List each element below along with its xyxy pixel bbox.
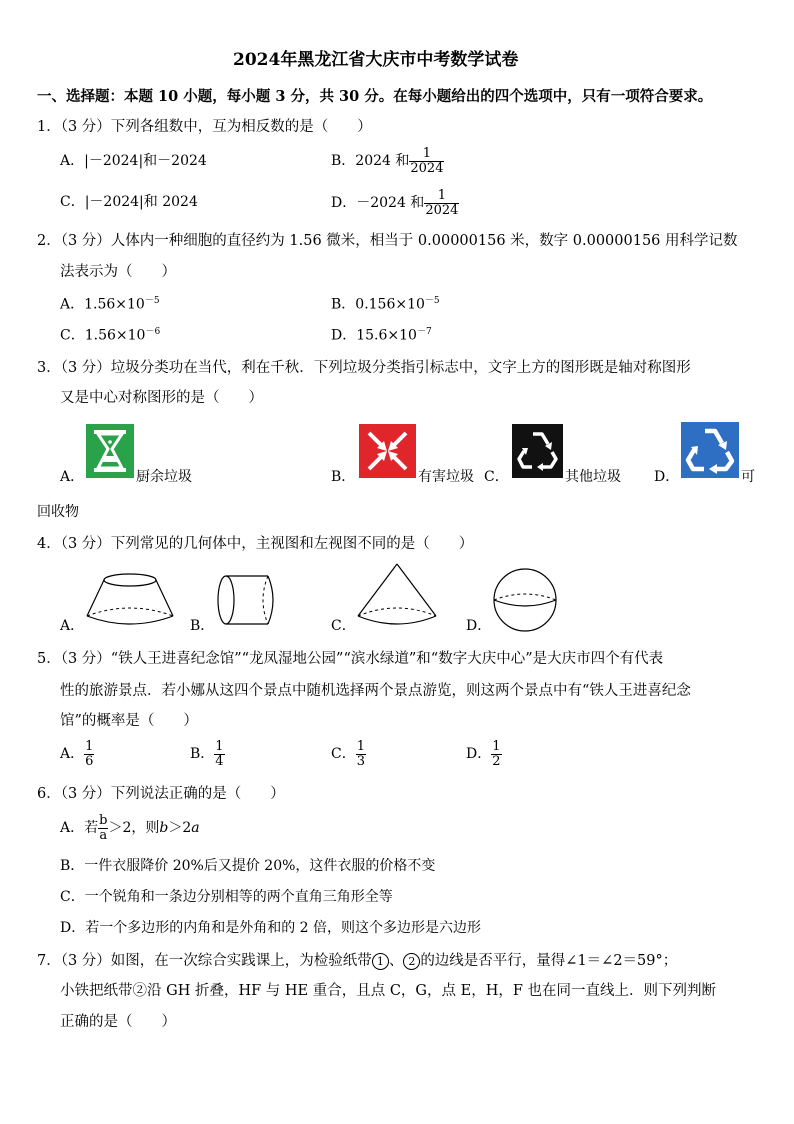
q6-option-c: C．一个锐角和一条边分别相等的两个直角三角形全等 [60, 889, 393, 905]
q5-a-letter: A． [60, 746, 85, 763]
q3-option-d-letter: D． [654, 469, 680, 485]
fraction-numerator: 1 [356, 739, 365, 754]
q2-option-c [60, 328, 160, 343]
q2-a-base: A．1.56×10 [60, 296, 145, 313]
fraction-numerator: b [99, 813, 108, 828]
question-2-stem-line1: 2．（3 分）人体内一种细胞的直径约为 1.56 微米，相当于 0.00000156 米，数字 0.00000156 用科学记数 [37, 233, 738, 249]
fraction-denominator: 6 [85, 753, 94, 769]
recyclable-waste-icon [681, 422, 739, 478]
frustum-solid [80, 570, 180, 630]
circled-number-1: 1 [372, 953, 389, 970]
q7-text-a: 7．（3 分）如图，在一次综合实践课上，为检验纸带 [37, 953, 372, 970]
q1-option-d [331, 189, 459, 217]
other-waste-icon [512, 424, 563, 478]
q5-d-letter: D． [466, 746, 492, 763]
fraction-denominator: 2024 [410, 160, 444, 176]
cone-solid [352, 562, 442, 630]
q1-option-c: C．|－2024|和 2024 [60, 194, 198, 210]
fraction-numerator: 1 [492, 739, 501, 754]
q5-b-letter: B． [190, 746, 215, 763]
q2-c-exponent: －6 [145, 327, 161, 337]
q6-option-a [60, 814, 200, 842]
circled-number-2: 2 [403, 953, 420, 970]
q2-b-exponent: －5 [424, 296, 440, 306]
q3-option-d-label: 可 [741, 469, 755, 485]
q2-option-d [331, 328, 432, 343]
q2-option-b [331, 297, 440, 312]
q6-a-fraction [98, 814, 108, 842]
q1-option-b-fraction [409, 147, 444, 175]
q6-option-b: B．一件衣服降价 20%后又提价 20%，这件衣服的价格不变 [60, 858, 436, 874]
q3-option-d-label-continued: 回收物 [37, 504, 79, 520]
fraction-numerator: 1 [437, 188, 446, 203]
fraction-denominator: a [99, 827, 108, 843]
q1-option-d-text: D．－2024 和 [331, 195, 425, 212]
fraction-numerator: 1 [85, 739, 94, 754]
q1-option-d-fraction [424, 189, 459, 217]
q5-option-d [466, 740, 502, 768]
question-7-stem-line1 [37, 953, 677, 970]
question-2-stem-line2: 法表示为（ ） [60, 264, 176, 280]
q5-c-letter: C． [331, 746, 356, 763]
question-4-stem: 4．（3 分）下列常见的几何体中，主视图和左视图不同的是（ ） [37, 536, 474, 552]
kitchen-waste-icon [86, 424, 134, 478]
q2-option-a [60, 297, 160, 312]
hazardous-waste-icon [359, 424, 416, 478]
q3-option-c-letter: C． [484, 469, 509, 485]
q4-option-a-letter: A． [60, 618, 85, 634]
page-title: 2024年黑龙江省大庆市中考数学试卷 [233, 50, 519, 70]
sphere-solid [488, 566, 562, 634]
q5-option-a [60, 740, 94, 768]
section-heading: 一、选择题：本题 10 小题，每小题 3 分，共 30 分。在每小题给出的四个选项中，只有一项符合要求。 [37, 88, 713, 105]
q5-a-fraction [84, 740, 94, 768]
q3-option-b-letter: B． [331, 469, 356, 485]
q5-option-c [331, 740, 366, 768]
q2-b-base: B．0.156×10 [331, 296, 425, 313]
q4-option-c-letter: C． [331, 618, 356, 634]
q1-option-a: A．|－2024|和－2024 [60, 153, 207, 169]
q7-text-b: 、 [388, 953, 404, 970]
question-5-stem-line2: 性的旅游景点．若小娜从这四个景点中随机选择两个景点游览，则这两个景点中有“铁人王进喜纪念 [60, 683, 691, 699]
fraction-numerator: 1 [422, 146, 432, 161]
question-3-stem-line1: 3．（3 分）垃圾分类功在当代，利在千秋．下列垃圾分类指引标志中，文字上方的图形既是轴对称图形 [37, 360, 691, 376]
cylinder-solid [212, 572, 282, 630]
q5-c-fraction [356, 740, 366, 768]
question-5-stem-line3: 馆”的概率是（ ） [60, 713, 198, 729]
q1-option-b [331, 147, 444, 175]
q2-c-base: C．1.56×10 [60, 327, 146, 344]
fraction-numerator: 1 [215, 739, 224, 754]
q5-b-fraction [214, 740, 224, 768]
q6-a-var-b: b [159, 820, 169, 837]
q6-option-d: D．若一个多边形的内角和是外角和的 2 倍，则这个多边形是六边形 [60, 920, 482, 936]
q3-option-c-label: 其他垃圾 [565, 469, 621, 485]
question-6-stem: 6．（3 分）下列说法正确的是（ ） [37, 786, 285, 802]
q2-d-base: D．15.6×10 [331, 327, 417, 344]
q5-option-b [190, 740, 225, 768]
q1-option-b-text: B．2024 和 [331, 153, 410, 170]
fraction-denominator: 4 [215, 753, 224, 769]
question-3-stem-line2: 又是中心对称图形的是（ ） [60, 390, 263, 406]
q2-a-exponent: －5 [144, 296, 160, 306]
fraction-denominator: 2 [492, 753, 501, 769]
q3-option-b-label: 有害垃圾 [418, 469, 474, 485]
fraction-denominator: 3 [356, 753, 365, 769]
q6-a-prefix: A．若 [60, 820, 99, 837]
question-7-stem-line3: 正确的是（ ） [60, 1014, 176, 1030]
q6-a-mid: ＞2，则 [108, 820, 160, 837]
q3-option-a-label: 厨余垃圾 [136, 469, 192, 485]
q7-text-c: 的边线是否平行，量得∠1＝∠2＝59°； [420, 953, 678, 970]
question-5-stem-line1: 5．（3 分）“铁人王进喜纪念馆”“龙凤湿地公园”“滨水绿道”和“数字大庆中心”是大庆市四个有代表 [37, 651, 664, 667]
q2-d-exponent: －7 [416, 327, 432, 337]
question-7-stem-line2: 小铁把纸带②沿 GH 折叠，HF 与 HE 重合，且点 C，G，点 E，H，F 也在同一直线上．则下列判断 [60, 983, 717, 999]
q4-option-d-letter: D． [466, 618, 492, 634]
q4-option-b-letter: B． [190, 618, 215, 634]
q6-a-gt: ＞2 [168, 820, 192, 837]
question-1-stem: 1．（3 分）下列各组数中，互为相反数的是（ ） [37, 119, 372, 135]
fraction-denominator: 2024 [425, 202, 459, 218]
q5-d-fraction [491, 740, 501, 768]
q6-a-var-a: a [191, 820, 200, 837]
q3-option-a-letter: A． [60, 469, 85, 485]
